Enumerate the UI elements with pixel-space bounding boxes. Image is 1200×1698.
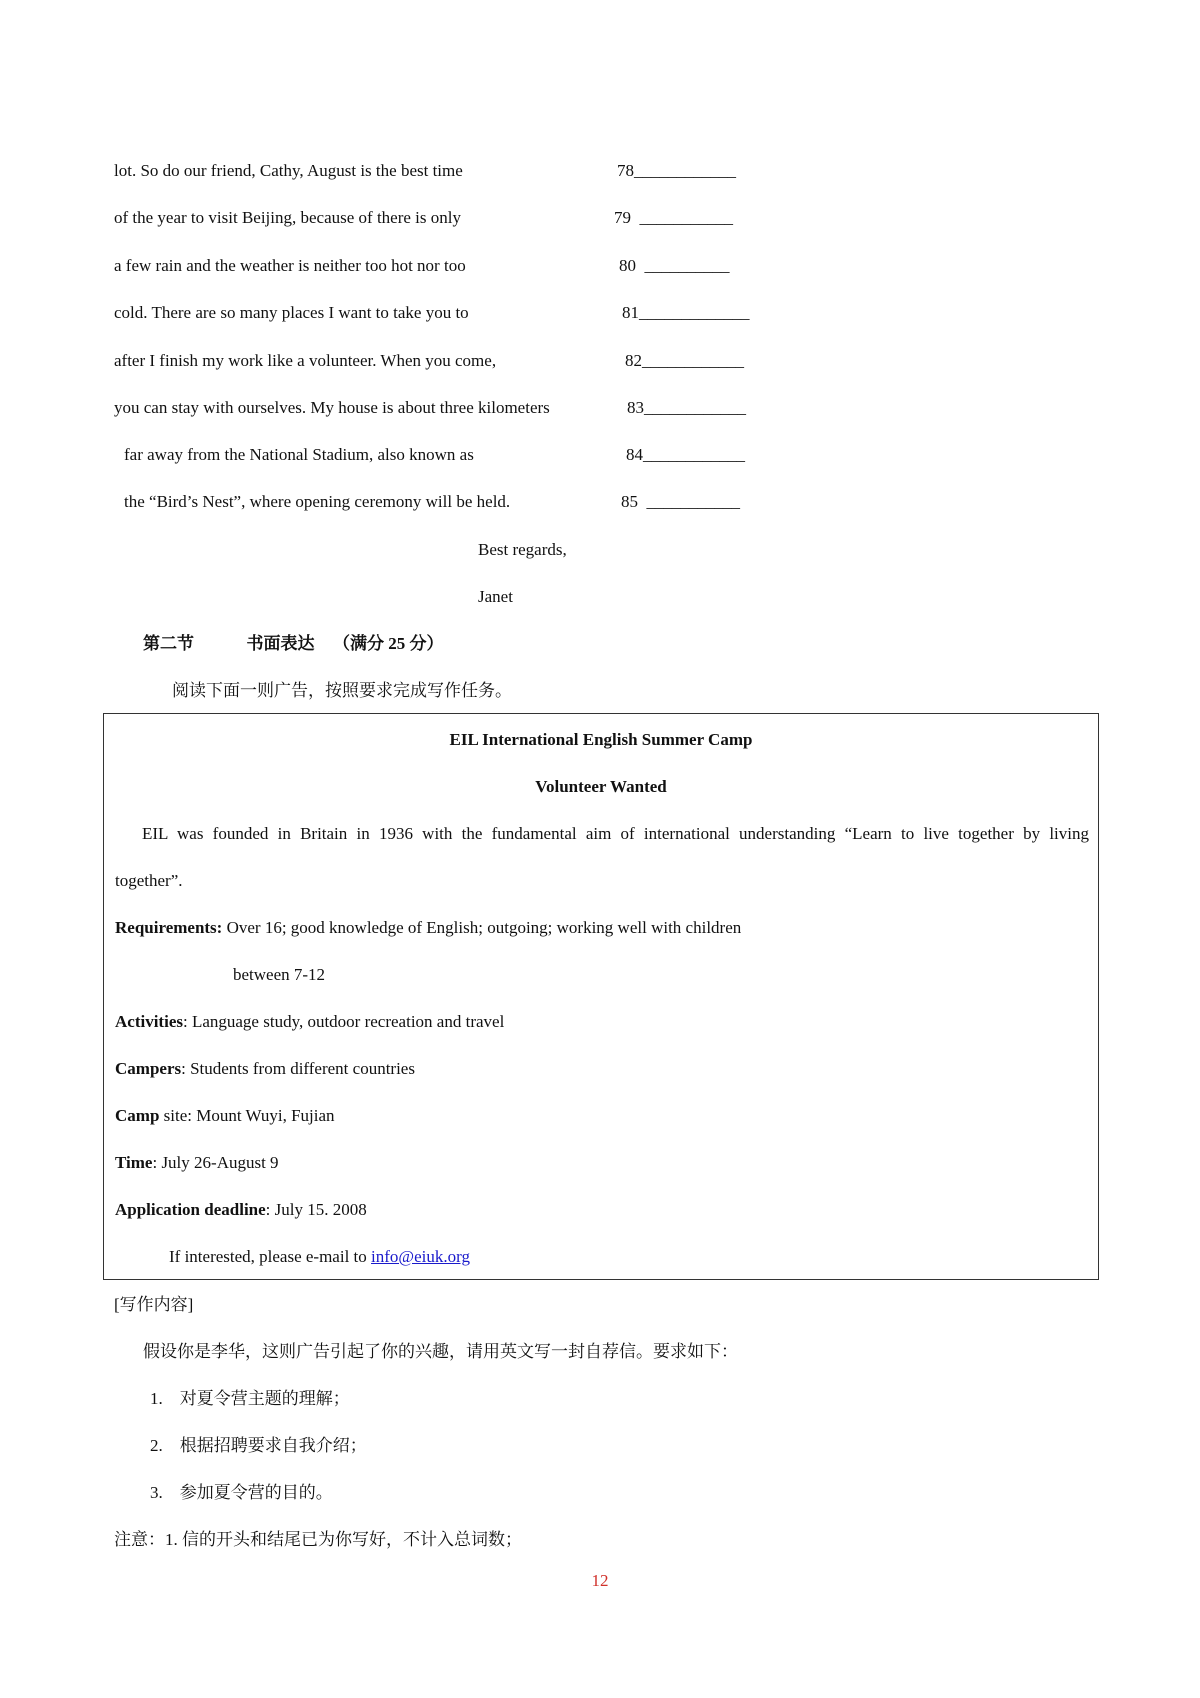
activities-text: : Language study, outdoor recreation and travel (182, 1012, 505, 1031)
ad-requirements-cont: between 7-12 (233, 965, 326, 984)
ad-campers (115, 1059, 415, 1079)
correction-line-82: after I finish my work like a volunteer. When you come, (114, 351, 497, 370)
letter-closing: Best regards, (478, 540, 567, 559)
answer-blank: ____________ (642, 351, 744, 370)
correction-number-84: 84____________ (626, 445, 745, 464)
correction-number-82: 82____________ (625, 351, 744, 370)
correction-line-85: the “Bird’s Nest”, where opening ceremony will be held. (124, 492, 511, 511)
answer-blank: ____________ (634, 161, 736, 180)
answer-blank: ___________ (646, 492, 740, 511)
section-title: 第二节 (143, 634, 194, 653)
activities-label: Activities (115, 1012, 183, 1031)
correction-line-81: cold. There are so many places I want to take you to (114, 303, 469, 322)
deadline-label: Application deadline (115, 1200, 266, 1219)
ad-requirements (115, 918, 741, 938)
time-text: : July 26-August 9 (152, 1153, 279, 1172)
email-link[interactable]: info@eiuk.org (371, 1247, 470, 1266)
ad-title: EIL International English Summer Camp (449, 730, 753, 749)
list-item: 1. 对夏令营主题的理解； (150, 1389, 350, 1408)
ad-deadline (115, 1200, 367, 1220)
correction-number-83: 83____________ (627, 398, 746, 417)
camp-label: Camp (115, 1106, 160, 1125)
answer-blank: ____________ (643, 445, 745, 464)
correction-number-80: 80 __________ (619, 256, 730, 275)
ad-activities (115, 1012, 504, 1032)
section-score: （满分 25 分） (333, 634, 444, 653)
answer-blank: ___________ (639, 208, 733, 227)
time-label: Time (115, 1153, 153, 1172)
ad-camp-site (115, 1106, 335, 1126)
list-item: 3. 参加夏令营的目的。 (150, 1483, 333, 1502)
correction-number-85: 85 ___________ (621, 492, 740, 511)
section-name: 书面表达 (246, 634, 315, 653)
correction-number-81: 81_____________ (622, 303, 750, 322)
letter-signature: Janet (478, 587, 513, 606)
answer-blank: __________ (644, 256, 730, 275)
correction-line-83: you can stay with ourselves. My house is about three kilometers (114, 398, 550, 417)
ad-contact (169, 1247, 470, 1267)
writing-note: 注意：1. 信的开头和结尾已为你写好，不计入总词数； (114, 1530, 522, 1549)
answer-blank: _____________ (639, 303, 750, 322)
requirements-text: Over 16; good knowledge of English; outgoing; working well with children (222, 918, 742, 937)
contact-text: If interested, please e-mail to (169, 1247, 372, 1266)
ad-subtitle: Volunteer Wanted (535, 777, 667, 796)
section-header (143, 635, 444, 652)
ad-intro-line-2: together”. (115, 871, 183, 890)
campers-text: : Students from different countries (181, 1059, 415, 1078)
correction-line-84: far away from the National Stadium, also known as (124, 445, 474, 464)
page-number: 12 (591, 1571, 609, 1590)
writing-prompt: 假设你是李华，这则广告引起了你的兴趣，请用英文写一封自荐信。要求如下： (143, 1342, 738, 1361)
correction-line-80: a few rain and the weather is neither too hot nor too (114, 256, 466, 275)
correction-line-78: lot. So do our friend, Cathy, August is the best time (114, 161, 463, 180)
advertisement-box (103, 713, 1099, 1280)
section-instruction: 阅读下面一则广告，按照要求完成写作任务。 (172, 681, 512, 700)
correction-number-78: 78____________ (617, 161, 736, 180)
deadline-text: : July 15. 2008 (265, 1200, 367, 1219)
campers-label: Campers (115, 1059, 182, 1078)
camp-text: site: Mount Wuyi, Fujian (159, 1106, 335, 1125)
ad-time (115, 1153, 279, 1173)
ad-intro-line-1: EIL was founded in Britain in 1936 with the fundamental aim of international understanding “Learn to live together by living (142, 824, 1089, 843)
writing-content-heading: [写作内容] (114, 1295, 194, 1314)
answer-blank: ____________ (644, 398, 746, 417)
correction-number-79: 79 ___________ (614, 208, 733, 227)
requirements-label: Requirements: (115, 918, 223, 937)
list-item: 2. 根据招聘要求自我介绍； (150, 1436, 367, 1455)
correction-line-79: of the year to visit Beijing, because of there is only (114, 208, 461, 227)
